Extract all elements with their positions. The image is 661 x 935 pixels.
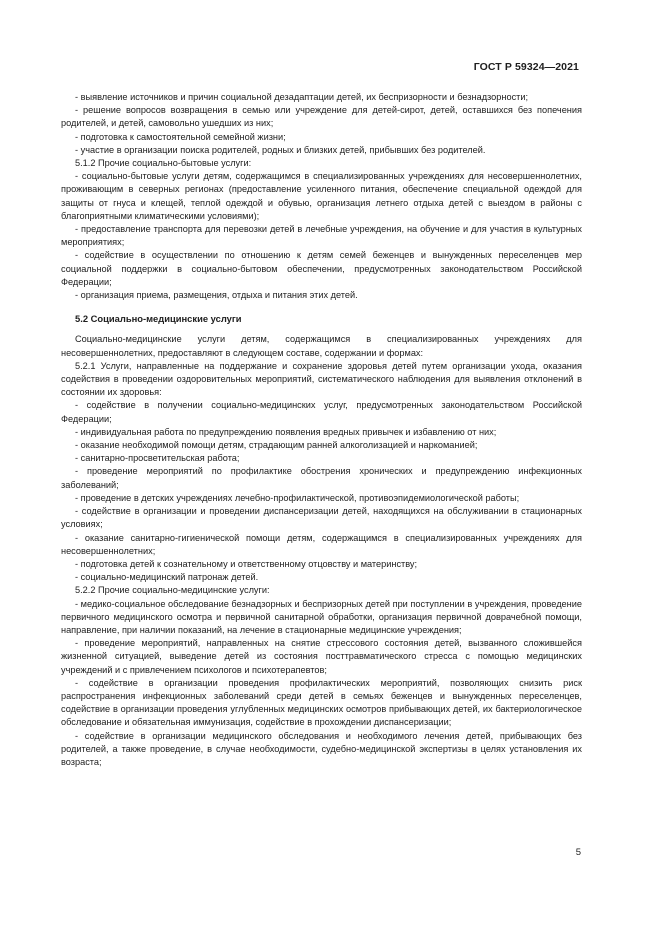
paragraph: 5.2.1 Услуги, направленные на поддержание и сохранение здоровья детей путем организации ухода, оказания содействия в проведении оздоровительных мероприятий, систематического наблюдения для выявления отклонений в состоянии их здоровья: — [61, 360, 582, 398]
paragraph: - подготовка к самостоятельной семейной жизни; — [75, 131, 286, 142]
paragraph: - решение вопросов возвращения в семью или учреждение для детей-сирот, детей, оставшихся без попечения родителей, и детей, самовольно ушедших из них; — [61, 105, 582, 129]
paragraph: - проведение мероприятий, направленных на снятие стрессового состояния детей, вызванного сложившейся жизненной ситуацией, выведение детей из состояния посттравматического стресса с помощью медицинских учреждений и с привлечением психологов и психотерапевтов; — [61, 638, 582, 675]
paragraph: - социально-бытовые услуги детям, содержащимся в специализированных учреждениях для несовершеннолетних, проживающим в северных регионах (предоставление усиленного питания, обеспечение специальной одеждой для защиты от гнуса и клещей, теплой одеждой и обувью, организация летнего отдыха детей с выездом в районы с благоприятными климатическими условиями); — [61, 171, 582, 221]
paragraph: - проведение в детских учреждениях лечебно-профилактической, противоэпидемиологической работы; — [75, 492, 520, 503]
paragraph: - организация приема, размещения, отдыха и питания этих детей. — [75, 290, 358, 301]
paragraph: - содействие в осуществлении по отношению к детям семей беженцев и вынужденных переселенцев мер социальной поддержки в социально-бытовом обеспечении, предусмотренных законодательством Российской Федерации; — [61, 250, 582, 287]
paragraph: - санитарно-просветительская работа; — [75, 453, 240, 464]
paragraph: - участие в организации поиска родителей, родных и близких детей, прибывших без родителей. — [75, 144, 486, 155]
paragraph: - содействие в получении социально-медицинских услуг, предусмотренных законодательством Российской Федерации; — [61, 400, 582, 424]
paragraph: - медико-социальное обследование безнадзорных и беспризорных детей при поступлении в учреждения, проведение первичного медицинского осмотра и первичной санитарной обработки, организация первичной доврачебной помощи, направление, при наличии показаний, на лечение в стационарные медицинские учреждения; — [61, 598, 582, 635]
paragraph: - содействие в организации и проведении диспансеризации детей, находящихся на обслуживании в стационарных условиях; — [61, 506, 582, 530]
document-header: ГОСТ Р 59324—2021 — [473, 61, 579, 73]
paragraph: - проведение мероприятий по профилактике обострения хронических и предупреждению инфекционных заболеваний; — [61, 466, 582, 490]
paragraph: - содействие в организации проведения профилактических мероприятий, позволяющих снизить риск распространения инфекционных заболеваний среди детей в семьях беженцев и вынужденных переселенцев, содействие в организации проведения углубленных медицинских осмотров прибывающих детей, их бактериологическое обследование и обязательная иммунизация, содействие в прохождении диспансеризации; — [61, 677, 582, 728]
paragraph: - оказание необходимой помощи детям, страдающим ранней алкоголизацией и наркоманией; — [75, 440, 478, 451]
paragraph: 5.2.2 Прочие социально-медицинские услуги: — [75, 585, 270, 596]
paragraph: 5.1.2 Прочие социально-бытовые услуги: — [75, 158, 252, 169]
section-heading-5-2: 5.2 Социально-медицинские услуги — [75, 313, 242, 325]
paragraph: - предоставление транспорта для перевозки детей в лечебные учреждения, на обучение и для участия в культурных мероприятиях; — [61, 224, 582, 248]
paragraph: Социально-медицинские услуги детям, содержащимся в специализированных учреждениях для несовершеннолетних, предоставляют в следующем составе, содержании и формах: — [61, 334, 582, 358]
section-5-2-body — [61, 333, 582, 769]
page-number: 5 — [575, 847, 581, 858]
paragraph: - выявление источников и причин социальной дезадаптации детей, их беспризорности и безнадзорности; — [75, 92, 529, 102]
page-body — [61, 91, 582, 769]
paragraph: - индивидуальная работа по предупреждению появления вредных привычек и избавлению от них; — [75, 426, 497, 437]
paragraph: - оказание санитарно-гигиенической помощи детям, содержащимся в специализированных учреждениях для несовершеннолетних; — [61, 532, 582, 556]
paragraph: - социально-медицинский патронаж детей. — [75, 572, 259, 583]
section-5-1-continuation — [61, 91, 582, 302]
paragraph: - содействие в организации медицинского обследования и необходимого лечения детей, прибывающих без родителей, а также проведение, в случае необходимости, судебно-медицинской экспертизы в целях установления их возраста; — [61, 730, 582, 767]
paragraph: - подготовка детей к сознательному и ответственному отцовству и материнству; — [75, 558, 418, 569]
